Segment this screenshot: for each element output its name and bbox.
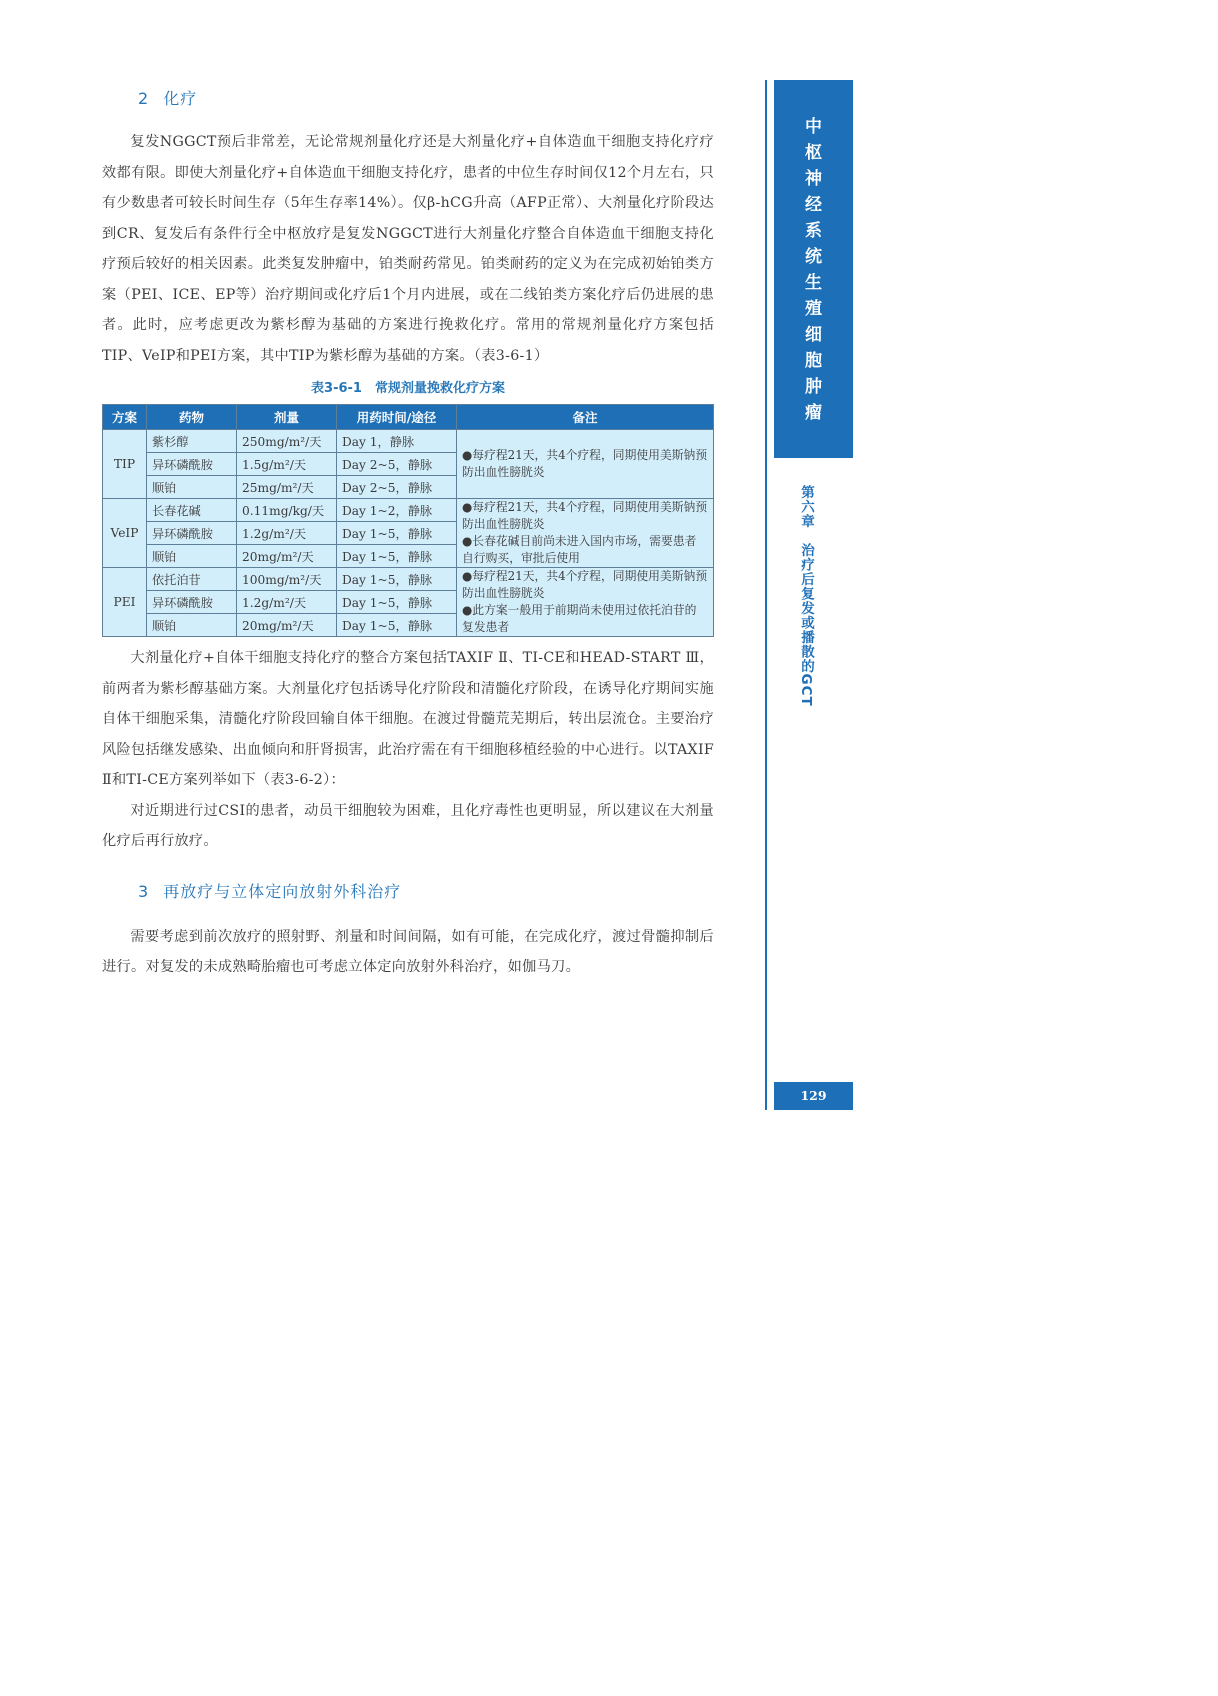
header-dose: 剂量 — [237, 405, 337, 430]
time-cell: Day 2~5，静脉 — [337, 476, 457, 499]
time-cell: Day 1~2，静脉 — [337, 499, 457, 522]
header-scheme: 方案 — [103, 405, 147, 430]
dose-cell: 1.2g/m²/天 — [237, 591, 337, 614]
note-line: ●长春花碱目前尚未进入国内市场，需要患者自行购买，审批后使用 — [462, 534, 697, 565]
drug-cell: 紫杉醇 — [147, 430, 237, 453]
time-cell: Day 2~5，静脉 — [337, 453, 457, 476]
main-content — [102, 86, 714, 983]
time-cell: Day 1~5，静脉 — [337, 568, 457, 591]
note-line: ●每疗程21天，共4个疗程，同期使用美斯钠预防出血性膀胱炎 — [462, 448, 708, 479]
scheme-cell: PEI — [103, 568, 147, 637]
scheme-cell: TIP — [103, 430, 147, 499]
table-header-row — [103, 405, 714, 430]
drug-cell: 依托泊苷 — [147, 568, 237, 591]
chemo-regimen-table — [102, 404, 714, 637]
header-time-route: 用药时间/途径 — [337, 405, 457, 430]
time-cell: Day 1~5，静脉 — [337, 545, 457, 568]
note-line: ●每疗程21天，共4个疗程，同期使用美斯钠预防出血性膀胱炎 — [462, 569, 708, 600]
table-row — [103, 430, 714, 453]
note-line: ●每疗程21天，共4个疗程，同期使用美斯钠预防出血性膀胱炎 — [462, 500, 708, 531]
note-line: ●此方案一般用于前期尚未使用过依托泊苷的复发患者 — [462, 603, 697, 634]
dose-cell: 250mg/m²/天 — [237, 430, 337, 453]
tab-char: 生 — [805, 273, 822, 293]
dose-cell: 1.2g/m²/天 — [237, 522, 337, 545]
tab-char: 殖 — [805, 299, 822, 319]
drug-cell: 长春花碱 — [147, 499, 237, 522]
drug-cell: 异环磷酰胺 — [147, 591, 237, 614]
header-drug: 药物 — [147, 405, 237, 430]
tab-char: 胞 — [805, 351, 822, 371]
paragraph-high-dose: 大剂量化疗+自体干细胞支持化疗的整合方案包括TAXIF Ⅱ、TI-CE和HEAD-START Ⅲ，前两者为紫杉醇基础方案。大剂量化疗包括诱导化疗阶段和清髓化疗阶段，在诱导化疗期间实施自体干细胞采集，清髓化疗阶段回输自体干细胞。在渡过骨髓荒芜期后，转出层流仓。主要治疗风险包括继发感染、出血倾向和肝肾损害，此治疗需在有干细胞移植经验的中心进行。以TAXIF Ⅱ和TI-CE方案列举如下（表3-6-2）： — [102, 650, 714, 788]
tab-char: 中 — [805, 117, 822, 137]
tab-char: 神 — [805, 169, 822, 189]
section-3-paragraph: 需要考虑到前次放疗的照射野、剂量和时间间隔，如有可能，在完成化疗，渡过骨髓抑制后进行。对复发的未成熟畸胎瘤也可考虑立体定向放射外科治疗，如伽马刀。 — [102, 928, 714, 975]
section-3-title: 再放疗与立体定向放射外科治疗 — [163, 881, 402, 901]
drug-cell: 顺铂 — [147, 614, 237, 637]
tab-char: 细 — [805, 325, 822, 345]
tab-char: 经 — [805, 195, 822, 215]
time-cell: Day 1~5，静脉 — [337, 591, 457, 614]
tab-char: 肿 — [805, 377, 822, 397]
time-cell: Day 1~5，静脉 — [337, 614, 457, 637]
tab-char: 瘤 — [805, 403, 822, 423]
chapter-label: 第六章 治疗后复发或播散的GCT — [798, 485, 814, 707]
dose-cell: 20mg/m²/天 — [237, 614, 337, 637]
tab-char: 系 — [805, 221, 822, 241]
section-3-heading — [138, 879, 714, 902]
drug-cell: 顺铂 — [147, 545, 237, 568]
tab-char: 统 — [805, 247, 822, 267]
table-caption: 表3-6-1 常规剂量挽救化疗方案 — [311, 381, 505, 396]
dose-cell: 20mg/m²/天 — [237, 545, 337, 568]
drug-cell: 异环磷酰胺 — [147, 453, 237, 476]
page-number: 129 — [774, 1082, 853, 1110]
notes-cell — [457, 430, 714, 499]
dose-cell: 0.11mg/kg/天 — [237, 499, 337, 522]
section-3-number: 3 — [138, 881, 150, 901]
dose-cell: 100mg/m²/天 — [237, 568, 337, 591]
section-3 — [102, 879, 714, 983]
margin-divider — [765, 80, 767, 1110]
dose-cell: 25mg/m²/天 — [237, 476, 337, 499]
time-cell: Day 1~5，静脉 — [337, 522, 457, 545]
notes-cell — [457, 568, 714, 637]
notes-cell — [457, 499, 714, 568]
paragraph-csi: 对近期进行过CSI的患者，动员干细胞较为困难，且化疗毒性也更明显，所以建议在大剂量化疗后再行放疗。 — [102, 802, 714, 849]
time-cell: Day 1，静脉 — [337, 430, 457, 453]
table-row — [103, 499, 714, 522]
section-2-heading — [138, 86, 714, 109]
scheme-cell: VeIP — [103, 499, 147, 568]
book-title-tab — [774, 80, 853, 458]
section-2-number: 2 — [138, 89, 150, 108]
section-2-paragraph: 复发NGGCT预后非常差，无论常规剂量化疗还是大剂量化疗+自体造血干细胞支持化疗疗效都有限。即使大剂量化疗+自体造血干细胞支持化疗，患者的中位生存时间仅12个月左右，只有少数患者可较长时间生存（5年生存率14%）。仅β-hCG升高（AFP正常）、大剂量化疗阶段达到CR、复发后有条件行全中枢放疗是复发NGGCT进行大剂量化疗整合自体造血干细胞支持化疗预后较好的相关因素。此类复发肿瘤中，铂类耐药常见。铂类耐药的定义为在完成初始铂类方案（PEI、ICE、EP等）治疗期间或化疗后1个月内进展，或在二线铂类方案化疗后仍进展的患者。此时，应考虑更改为紫杉醇为基础的方案进行挽救化疗。常用的常规剂量化疗方案包括TIP、VeIP和PEI方案，其中TIP为紫杉醇为基础的方案。（表3-6-1） — [102, 134, 714, 364]
table-row — [103, 568, 714, 591]
drug-cell: 异环磷酰胺 — [147, 522, 237, 545]
drug-cell: 顺铂 — [147, 476, 237, 499]
tab-char: 枢 — [805, 143, 822, 163]
dose-cell: 1.5g/m²/天 — [237, 453, 337, 476]
section-2-title: 化疗 — [163, 89, 198, 108]
header-notes: 备注 — [457, 405, 714, 430]
